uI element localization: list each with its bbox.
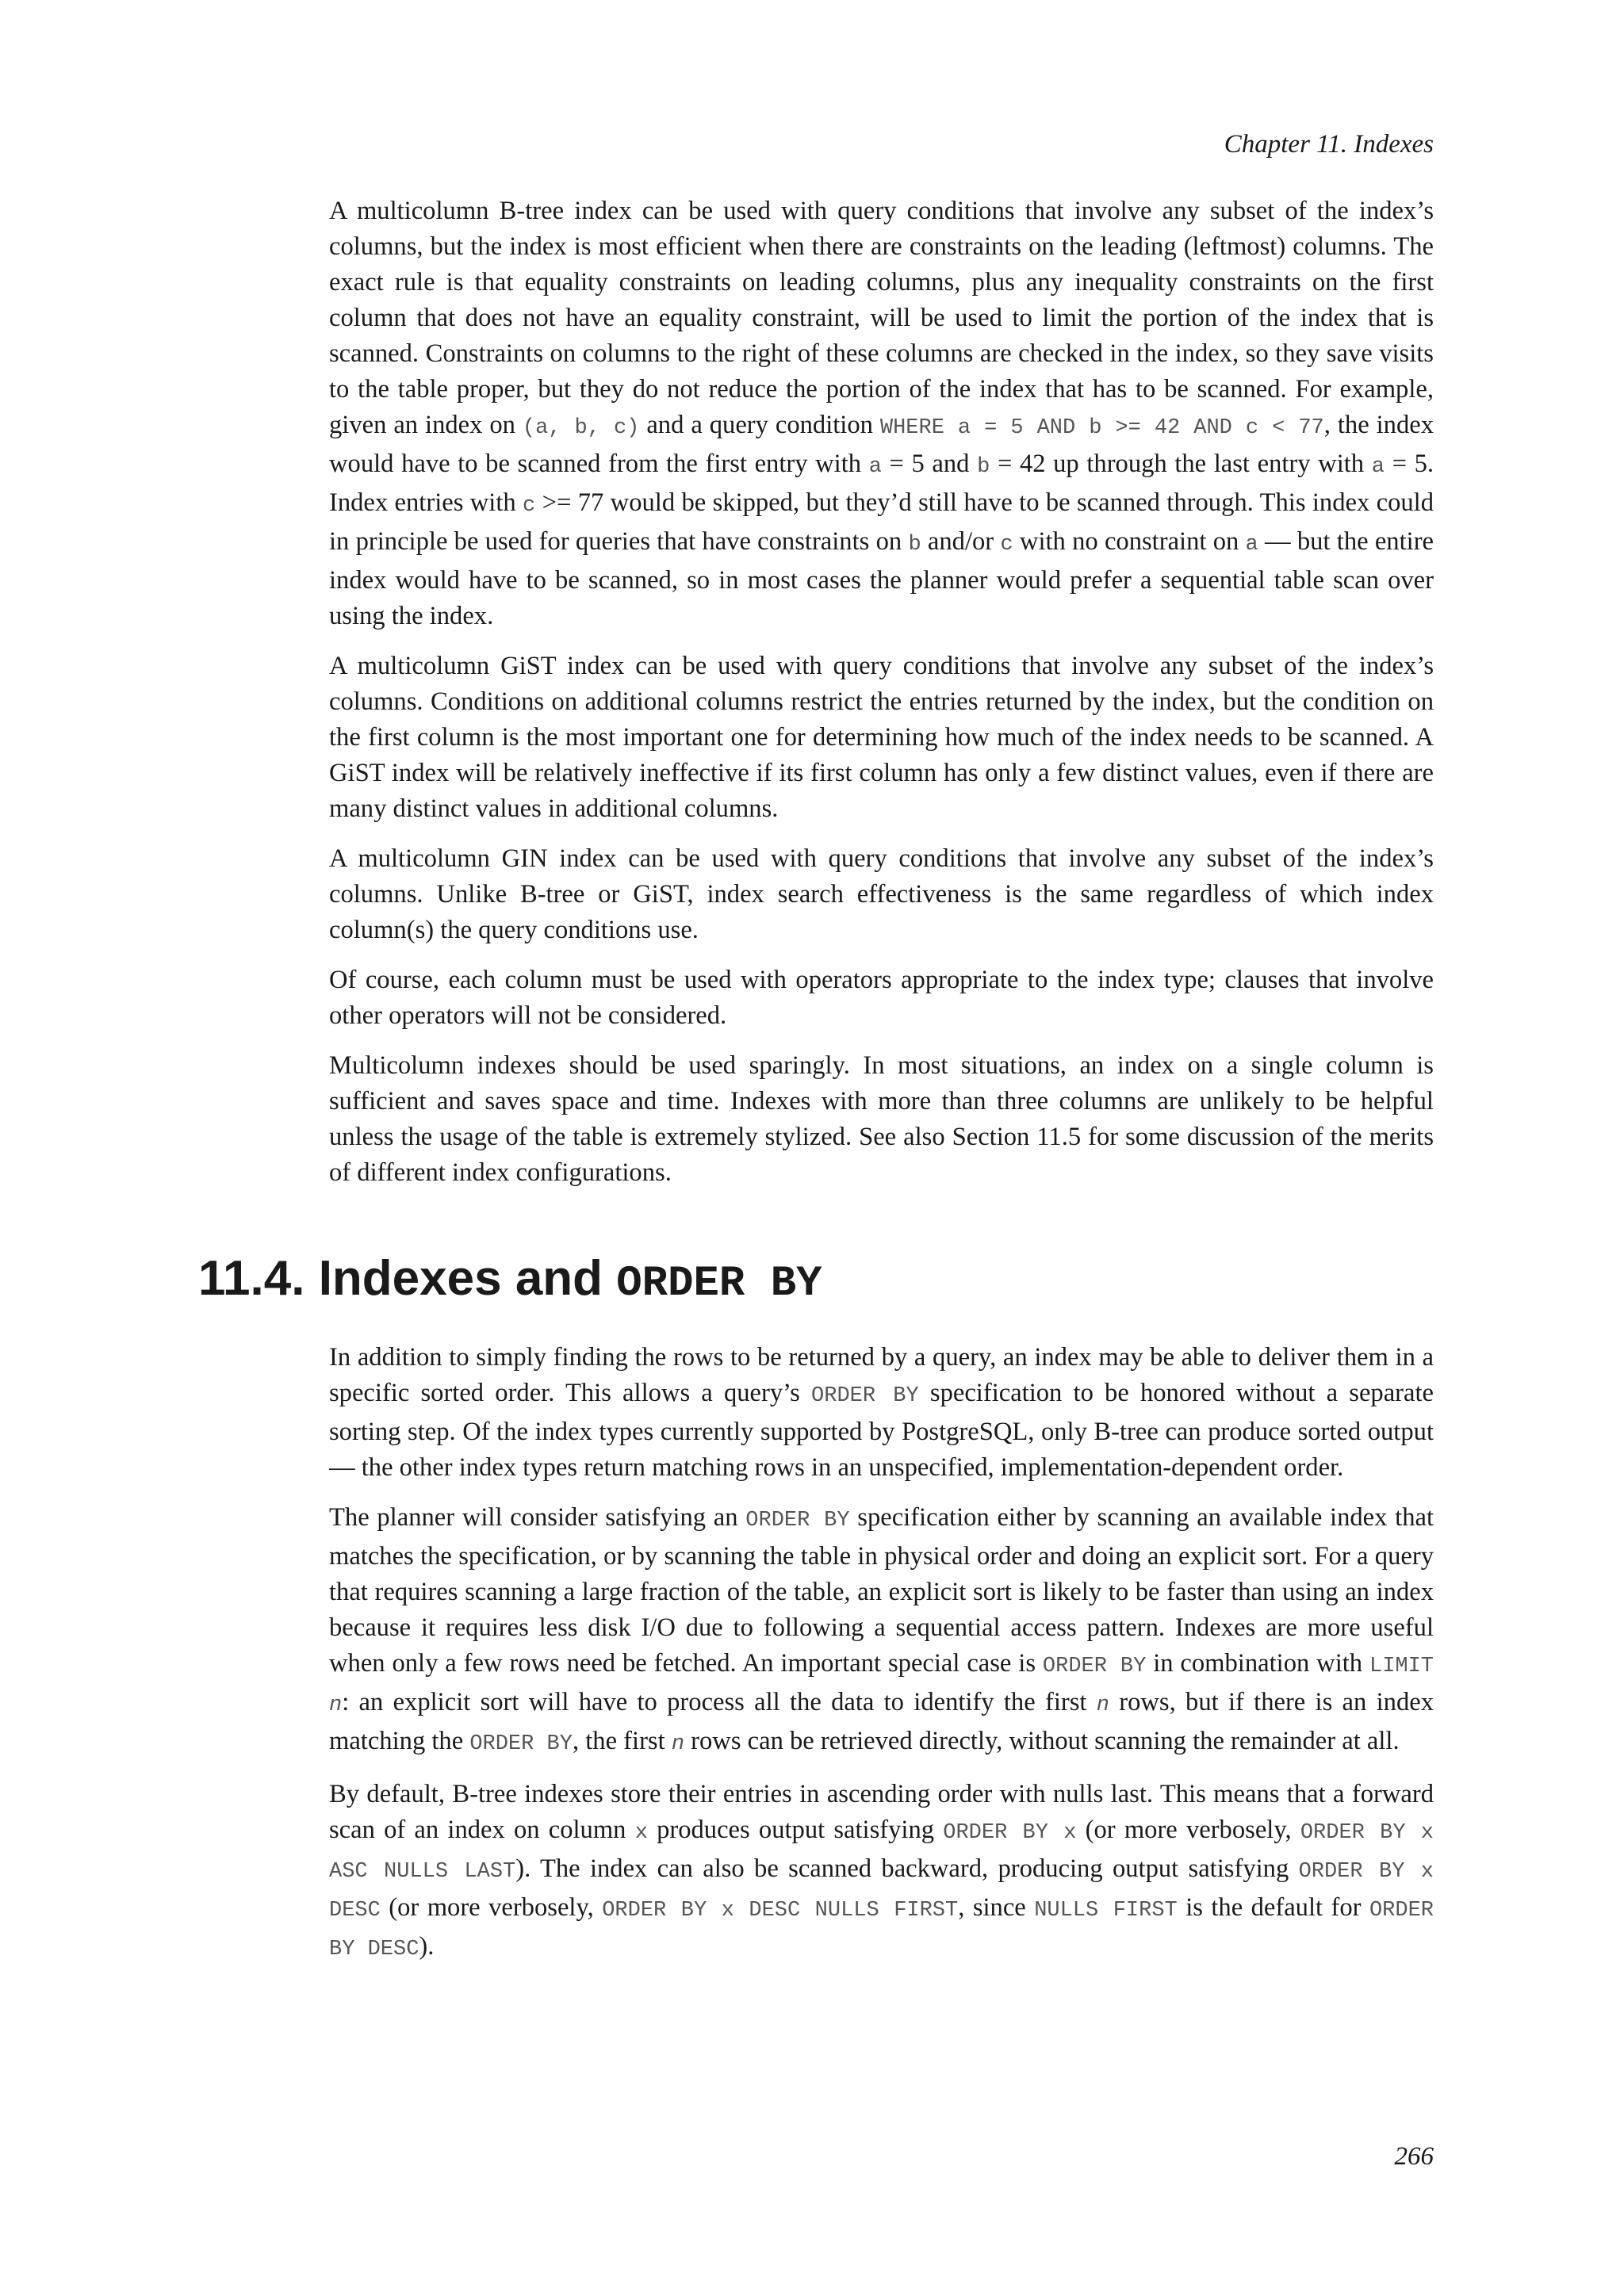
code-literal: c bbox=[1000, 533, 1013, 557]
code-literal-italic: n bbox=[671, 1732, 685, 1756]
code-literal: ORDER BY bbox=[745, 1509, 850, 1533]
code-literal: a bbox=[868, 455, 882, 479]
text-run: produces output satisfying bbox=[647, 1816, 944, 1844]
code-literal: ORDER BY x DESC NULLS FIRST bbox=[602, 1899, 959, 1923]
text-run: , the index would have to be scanned from the first entry with bbox=[329, 411, 1434, 478]
text-run: = 5. Index entries with bbox=[329, 450, 1434, 517]
code-literal: ORDER BY x bbox=[943, 1821, 1077, 1845]
text-run: The planner will consider satisfying an bbox=[329, 1503, 746, 1532]
code-literal-italic: n bbox=[1096, 1693, 1109, 1717]
text-run: (or more verbosely, bbox=[1076, 1816, 1300, 1844]
code-literal: ORDER BY DESC bbox=[329, 1899, 1434, 1961]
paragraph-planner-order-by bbox=[329, 1500, 1434, 1762]
code-literal: a bbox=[1245, 533, 1258, 557]
code-literal: NULLS FIRST bbox=[1034, 1899, 1178, 1923]
code-literal: x bbox=[634, 1821, 648, 1845]
code-literal: WHERE a = 5 AND b >= 42 AND c < 77 bbox=[879, 416, 1324, 440]
text-run: specification to be honored without a separate sorting step. Of the index types currently supported by PostgreSQL, only B-tree can produce sorted output — the other index types return matching rows in an unspecified, implementation-dependent order. bbox=[329, 1379, 1434, 1482]
text-run: rows, but if there is an index matching the bbox=[329, 1688, 1434, 1755]
text-run: (or more verbosely, bbox=[380, 1893, 603, 1922]
text-run: >= 77 would be skipped, but they’d still have to be scanned through. This index could in principle be used for queries that have constraints on bbox=[329, 488, 1434, 556]
body-text-bottom bbox=[329, 1340, 1434, 1982]
text-run: ). bbox=[419, 1932, 435, 1961]
running-header: Chapter 11. Indexes bbox=[1224, 130, 1434, 159]
section-title-code: ORDER BY bbox=[616, 1260, 822, 1308]
page-number: 266 bbox=[1394, 2142, 1434, 2171]
code-literal: ORDER BY bbox=[811, 1384, 919, 1408]
body-text-top bbox=[329, 193, 1434, 1205]
text-run: In addition to simply finding the rows to be returned by a query, an index may be able to deliver them in a specific sorted order. This allows a query’s bbox=[329, 1343, 1434, 1407]
text-run: and a query condition bbox=[639, 411, 880, 439]
section-title-text: 11.4. Indexes and bbox=[198, 1251, 617, 1306]
section-heading bbox=[198, 1249, 822, 1314]
text-run: is the default for bbox=[1177, 1893, 1369, 1922]
code-literal: ORDER BY x ASC NULLS LAST bbox=[329, 1821, 1434, 1884]
text-run: specification either by scanning an available index that matches the specification, or by scanning the table in physical order and doing an explicit sort. For a query that requires scanning a large fraction of the table, an explicit sort is likely to be faster than using an index because it requires less disk I/O due to following a sequential access pattern. Indexes are more useful when only a few rows need be fetched. An important special case is bbox=[329, 1503, 1434, 1678]
paragraph-btree-multicolumn bbox=[329, 193, 1434, 634]
paragraph-gin-multicolumn: A multicolumn GIN index can be used with query conditions that involve any subset of the index’s columns. Unlike B-tree or GiST, index search effectiveness is the same regardless of which index column(s) the query conditions use. bbox=[329, 844, 1434, 944]
text-run: — but the entire index would have to be scanned, so in most cases the planner would prefer a sequential table scan over using the index. bbox=[329, 527, 1434, 630]
text-run: By default, B-tree indexes store their entries in ascending order with nulls last. This means that a forward scan of an index on column bbox=[329, 1780, 1434, 1844]
text-run: , since bbox=[958, 1893, 1035, 1922]
code-literal: ORDER BY x DESC bbox=[329, 1860, 1434, 1923]
code-literal: a bbox=[1371, 455, 1385, 479]
text-run: , the first bbox=[572, 1727, 672, 1755]
code-literal: c bbox=[523, 494, 536, 518]
paragraph-use-sparingly: Multicolumn indexes should be used sparingly. In most situations, an index on a single column is sufficient and saves space and time. Indexes with more than three columns are unlikely to be helpful unless the usage of the table is extremely stylized. See also Section 11.5 for some discussion of the merits of different index configurations. bbox=[329, 1051, 1434, 1187]
paragraph-sorted-order bbox=[329, 1340, 1434, 1486]
code-literal: b bbox=[908, 533, 921, 557]
text-run: rows can be retrieved directly, without scanning the remainder at all. bbox=[684, 1727, 1400, 1755]
text-run: and/or bbox=[921, 527, 1001, 556]
code-literal: ORDER BY bbox=[469, 1732, 573, 1756]
code-literal: ORDER BY bbox=[1042, 1655, 1147, 1678]
text-run: : an explicit sort will have to process all the data to identify the first bbox=[342, 1688, 1097, 1716]
text-run: = 42 up through the last entry with bbox=[990, 450, 1372, 478]
text-run: = 5 and bbox=[881, 450, 978, 478]
text-run: with no constraint on bbox=[1013, 527, 1246, 556]
text-run: in combination with bbox=[1146, 1649, 1369, 1678]
code-literal: LIMIT bbox=[1369, 1655, 1434, 1678]
paragraph-operators: Of course, each column must be used with operators appropriate to the index type; clauses that involve other operators will not be considered. bbox=[329, 966, 1434, 1030]
text-run: ). The index can also be scanned backward, producing output satisfying bbox=[515, 1854, 1299, 1883]
text-run: A multicolumn B-tree index can be used with query conditions that involve any subset of the index’s columns, but the index is most efficient when there are constraints on the leading (leftmost) columns. The exact rule is that equality constraints on leading columns, plus any inequality constraints on the first column that does not have an equality constraint, will be used to limit the portion of the index that is scanned. Constraints on columns to the right of these columns are checked in the index, so they save visits to the table proper, but they do not reduce the portion of the index that has to be scanned. For example, given an index on bbox=[329, 197, 1434, 439]
paragraph-gist-multicolumn: A multicolumn GiST index can be used with query conditions that involve any subset of the index’s columns. Conditions on additional columns restrict the entries returned by the index, but the condition on the first column is the most important one for determining how much of the index needs to be scanned. A GiST index will be relatively ineffective if its first column has only a few distinct values, even if there are many distinct values in additional columns. bbox=[329, 652, 1434, 823]
code-literal: b bbox=[977, 455, 990, 479]
paragraph-btree-ascending bbox=[329, 1777, 1434, 1968]
code-literal-italic: n bbox=[329, 1693, 343, 1717]
code-literal: (a, b, c) bbox=[522, 416, 640, 440]
